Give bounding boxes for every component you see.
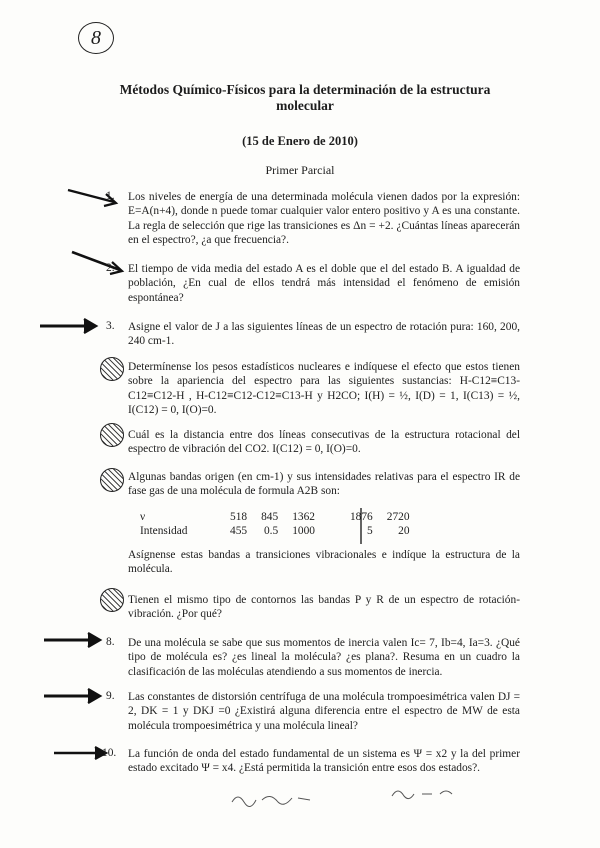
question-8-text: De una molécula se sabe que sus momentos de inercia valen Ic= 7, Ib=4, Ia=3. ¿Qué tipo de molécula es? ¿es lineal la molécula? ¿es plana?. Resuma en un cuadro la clasificación de las moléculas atendiendo a sus momentos de inercia. [128, 637, 520, 678]
table-cell: 2720 [386, 511, 410, 523]
exam-subtitle: Primer Parcial [265, 163, 335, 177]
scribbled-number-icon [100, 468, 124, 492]
question-6-text: Algunas bandas origen (en cm-1) y sus intensidades relativas para el espectro IR de fase gas de una molécula de formula A2B son: [128, 471, 520, 498]
scribbled-number-icon [100, 588, 124, 612]
question-7-text: Tienen el mismo tipo de contornos las bandas P y R de un espectro de rotación-vibración. ¿Por qué? [128, 594, 520, 621]
table-row [140, 524, 417, 538]
hand-divider-mark [356, 506, 366, 546]
table-row-label: Intensidad [140, 525, 188, 537]
question-9-text: Las constantes de distorsión centrífuga de una molécula trompoesimétrica valen DJ = 2, DK = 1 y DKJ =0 ¿Existirá alguna diferencia entre el espectro de MW de esta molécula trompoesimétrica y una molécula lineal? [128, 691, 520, 732]
question-3-text: Asigne el valor de J a las siguientes líneas de un espectro de rotación pura: 160, 200, 240 cm-1. [128, 321, 520, 348]
table-cell: 455 [230, 525, 248, 537]
question-4-text: Determínense los pesos estadísticos nucleares e indíquese el efecto que estos tienen sobre la apariencia del espectro para las siguientes sustancias: H-C12≡C13-C12≡C12-H , H-C12≡C12-C12≡C13-H y H2CO; I(H) = ½, I(D) = 1, I(C13) = ½, I(C12) = 0, I(O)=0. [128, 361, 520, 416]
question-number-9: 9. [106, 690, 115, 702]
table-row-label: ν [140, 511, 146, 523]
table-cell: 20 [398, 525, 410, 537]
table-cell: 1000 [292, 525, 315, 537]
exam-title: Métodos Químico-Físicos para la determinación de la estructura molecular [119, 82, 491, 113]
hand-arrow-icon [38, 316, 102, 336]
table-cell: 5 [367, 525, 373, 537]
question-number-3: 3. [106, 320, 115, 332]
table-row [140, 510, 417, 524]
handwritten-scribble [228, 788, 318, 812]
question-5-text: Cuál es la distancia entre dos líneas consecutivas de la estructura rotacional del espectro de vibración del CO2. I(C12) = 0, I(O)=0. [128, 429, 520, 456]
handwritten-scribble [388, 784, 458, 804]
exam-date: (15 de Enero de 2010) [242, 134, 358, 148]
scribbled-number-icon [100, 423, 124, 447]
handwritten-page-number: 8 [78, 22, 114, 54]
question-number-10: 10. [102, 747, 117, 759]
question-2-text: El tiempo de vida media del estado A es el doble que el del estado B. A igualdad de población, ¿En cual de ellos tendrá más intensidad el fenómeno de emisión espontánea? [128, 263, 520, 304]
scribbled-number-icon [100, 357, 124, 381]
hand-arrow-icon [70, 250, 126, 276]
question-1-text: Los niveles de energía de una determinada molécula vienen dados por la expresión: E=A(n+4), donde n puede tomar cualquier valor entero positivo y A es una constante. La regla de selección que rige las transiciones es Δn = +2. ¿Cuántas líneas aparecerán en el espectro?, ¿a que frecuencia?. [128, 191, 520, 246]
question-number-2: 2. [106, 262, 115, 274]
question-6b-text: Asígnense estas bandas a transiciones vibracionales e indíque la estructura de la molécula. [128, 549, 520, 576]
question-10-text: La función de onda del estado fundamental de un sistema es Ψ = x2 y la del primer estado excitado Ψ = x4. ¿Está permitida la transición entre esos dos estados?. [128, 748, 520, 775]
table-cell: 518 [230, 511, 248, 523]
table-cell: 1876 [349, 511, 373, 523]
question-number-1: 1. [106, 190, 115, 202]
hand-arrow-icon [42, 630, 106, 650]
hand-arrow-icon [42, 686, 106, 706]
question-number-8: 8. [106, 636, 115, 648]
ir-bands-table [140, 510, 417, 538]
table-cell: 845 [261, 511, 279, 523]
table-cell: 0.5 [263, 525, 279, 537]
table-cell: 1362 [292, 511, 315, 523]
